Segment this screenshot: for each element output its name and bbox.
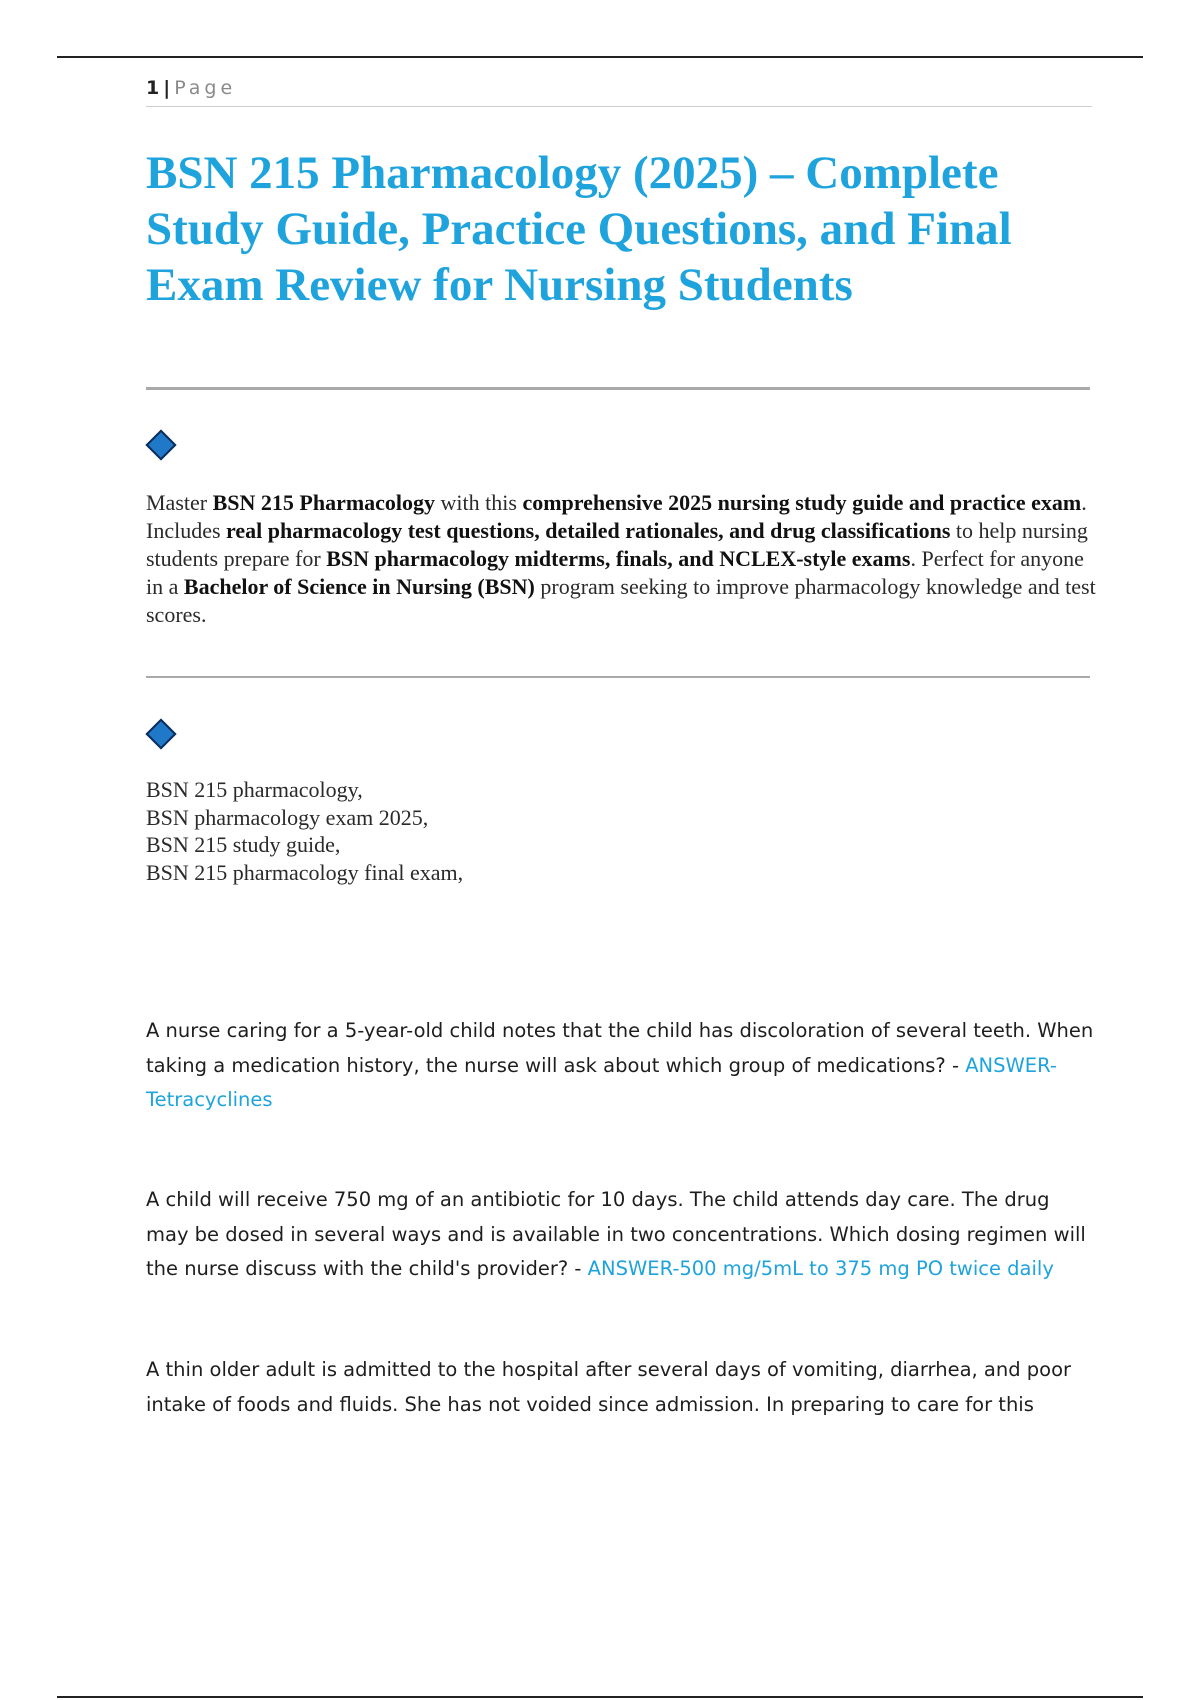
answer-text: ANSWER-Tetracyclines <box>146 1053 1057 1111</box>
page-label: Page <box>174 77 237 99</box>
diamond-bullet-icon <box>145 429 176 460</box>
intro-segment: program seeking to improve pharmacology knowledge and test scores. <box>146 574 1096 627</box>
section-divider-1 <box>146 387 1090 390</box>
question-3 <box>146 1353 1096 1422</box>
intro-segment: to help nursing students prepare for <box>146 518 1088 571</box>
page-number: 1 <box>146 77 160 99</box>
keyword-list <box>146 776 846 886</box>
intro-segment-bold: real pharmacology test questions, detailed rationales, and drug classifications <box>226 518 951 543</box>
intro-segment-bold: BSN pharmacology midterms, finals, and NCLEX-style exams <box>326 546 911 571</box>
question-text: A thin older adult is admitted to the hospital after several days of vomiting, diarrhea, and poor intake of foods and fluids. She has not voided since admission. In preparing to care for this <box>146 1358 1072 1416</box>
intro-paragraph <box>146 489 1096 629</box>
keyword-item: BSN 215 study guide, <box>146 832 341 857</box>
question-1 <box>146 1014 1096 1118</box>
page-bottom-rule <box>57 1696 1143 1698</box>
intro-segment: Master <box>146 490 213 515</box>
intro-segment: . Perfect for anyone in a <box>146 546 1084 599</box>
intro-segment-bold: comprehensive 2025 nursing study guide and practice exam <box>522 490 1082 515</box>
intro-segment-bold: BSN 215 Pharmacology <box>212 490 436 515</box>
keyword-item: BSN 215 pharmacology, <box>146 777 363 802</box>
page-separator: | <box>163 77 171 99</box>
document-title: BSN 215 Pharmacology (2025) – Complete Study Guide, Practice Questions, and Final Exam Review for Nursing Students <box>146 147 1012 311</box>
intro-segment: . Includes <box>146 490 1087 543</box>
intro-segment: with this <box>435 490 523 515</box>
diamond-bullet-icon <box>145 718 176 749</box>
intro-segment-bold: Bachelor of Science in Nursing (BSN) <box>183 574 535 599</box>
answer-text: ANSWER-500 mg/5mL to 375 mg PO twice daily <box>587 1257 1054 1280</box>
question-text: A child will receive 750 mg of an antibiotic for 10 days. The child attends day care. The drug may be dosed in several ways and is available in two concentrations. Which dosing regimen will the nurse discuss with the child's provider? - <box>146 1188 1086 1280</box>
keyword-item: BSN pharmacology exam 2025, <box>146 804 429 830</box>
question-text: A nurse caring for a 5-year-old child notes that the child has discoloration of several teeth. When taking a medication history, the nurse will ask about which group of medications? - <box>146 1019 1094 1077</box>
page-top-rule <box>57 56 1143 58</box>
section-divider-2 <box>146 676 1090 678</box>
keyword-item: BSN 215 pharmacology final exam, <box>146 859 464 885</box>
page-header <box>146 74 1092 107</box>
question-2 <box>146 1183 1096 1287</box>
